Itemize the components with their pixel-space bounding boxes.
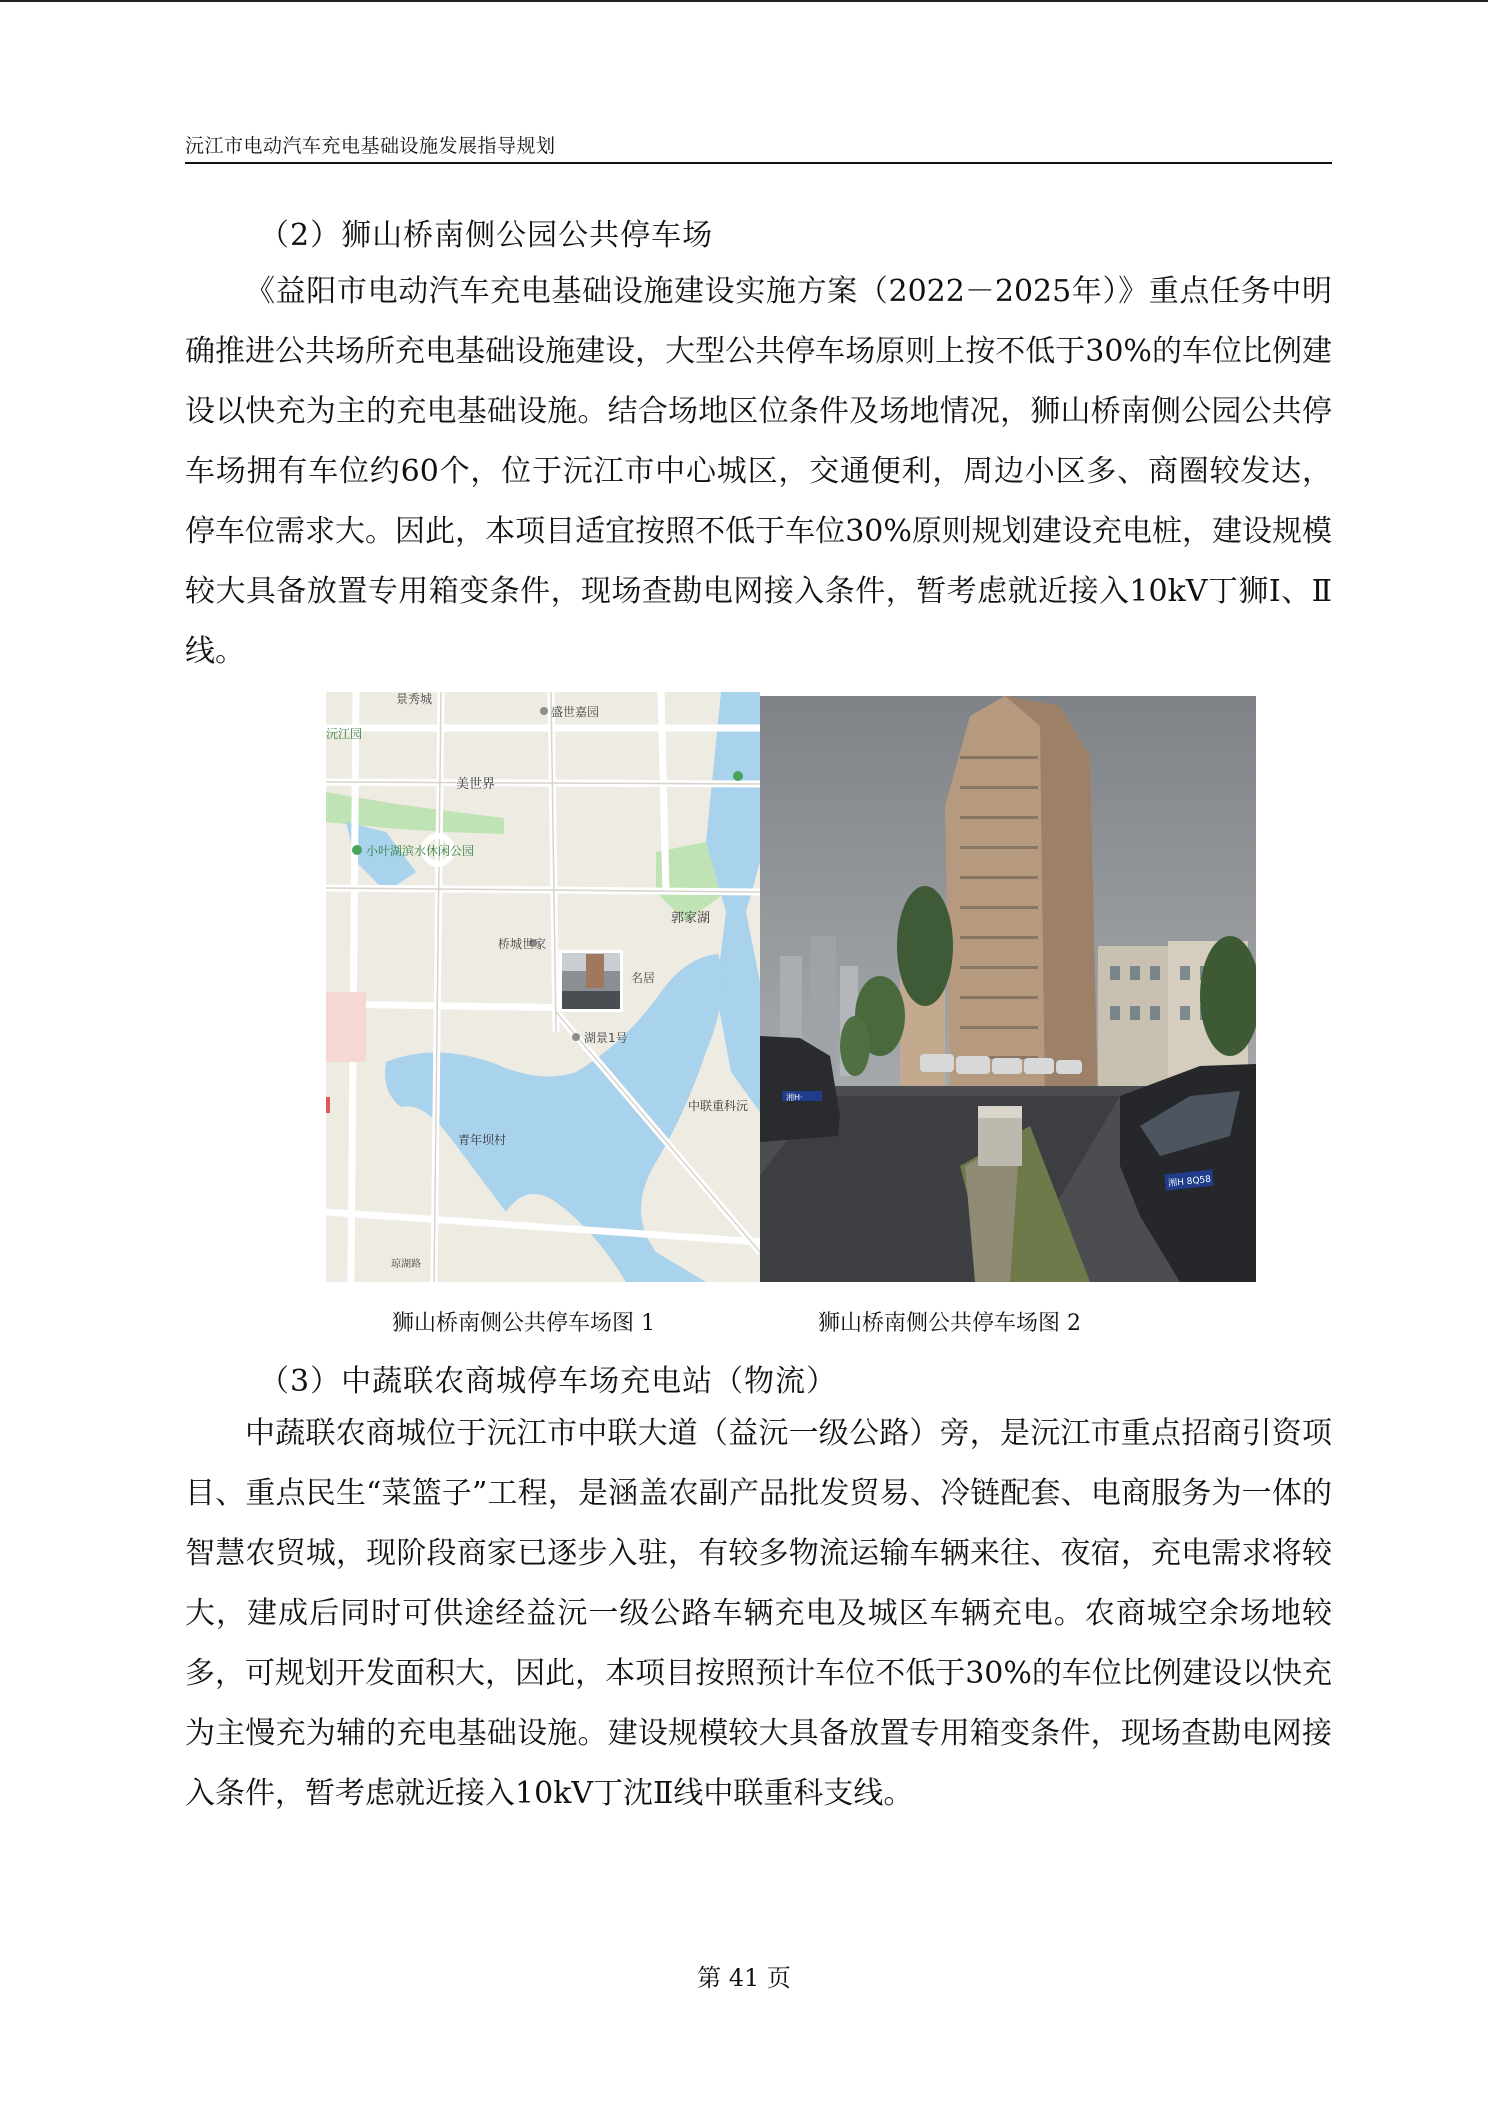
- map-label-12: 沅江园: [326, 727, 363, 741]
- section-heading-3: （3）中蔬联农商城停车场充电站（物流）: [259, 1364, 838, 1399]
- figure-pair: [326, 692, 1256, 1282]
- location-map-image: [326, 692, 760, 1282]
- map-label-8: 湖景1号: [584, 1031, 628, 1045]
- map-label-3: 美世界: [456, 777, 496, 792]
- map-label-11: 琼湖路: [391, 1259, 421, 1270]
- figure-caption-2: 狮山桥南侧公共停车场图 2: [818, 1311, 1081, 1336]
- map-label-10: 青年坝村: [458, 1133, 507, 1147]
- map-label-4: 小叶湖滨水休闲公园: [366, 844, 475, 858]
- running-header: [185, 128, 1332, 164]
- map-svg: [326, 692, 760, 1282]
- figure-caption-1: 狮山桥南侧公共停车场图 1: [392, 1311, 655, 1336]
- map-label-5: 郭家湖: [671, 911, 711, 926]
- page-number: 第 41 页: [697, 1964, 791, 1992]
- section-paragraph-3: 中蔬联农商城位于沅江市中联大道（益沅一级公路）旁，是沅江市重点招商引资项目、重点民生“菜篮子”工程，是涵盖农副产品批发贸易、冷链配套、电商服务为一体的智慧农贸城，现阶段商家已逐步入驻，有较多物流运输车辆来往、夜宿，充电需求将较大，建成后同时可供途经益沅一级公路车辆充电及城区车辆充电。农商城空余场地较多，可规划开发面积大，因此，本项目按照预计车位不低于30%的车位比例建设以快充为主慢充为辅的充电基础设施。建设规模较大具备放置专用箱变条件，现场查勘电网接入条件，暂考虑就近接入10kV丁沈Ⅱ线中联重科支线。: [185, 1416, 1332, 1811]
- map-label-9: 中联重科沅: [688, 1099, 749, 1113]
- map-label-2: 盛世嘉园: [551, 705, 600, 719]
- header-rule: [185, 162, 1332, 164]
- plate-2-text: 湘H 8Q58: [1167, 1174, 1212, 1190]
- photo-svg: [760, 696, 1256, 1282]
- header-title: 沅江市电动汽车充电基础设施发展指导规划: [185, 135, 556, 157]
- section-heading-2: （2）狮山桥南侧公园公共停车场: [259, 218, 714, 253]
- map-label-1: 景秀城: [396, 692, 433, 706]
- section-paragraph-2: 《益阳市电动汽车充电基础设施建设实施方案（2022－2025年）》重点任务中明确推进公共场所充电基础设施建设，大型公共停车场原则上按不低于30%的车位比例建设以快充为主的充电基础设施。结合场地区位条件及场地情况，狮山桥南侧公园公共停车场拥有车位约60个，位于沅江市中心城区，交通便利，周边小区多、商圈较发达，停车位需求大。因此，本项目适宜按照不低于车位30%原则规划建设充电桩，建设规模较大具备放置专用箱变条件，现场查勘电网接入条件，暂考虑就近接入10kV丁狮Ⅰ、Ⅱ线。: [185, 274, 1332, 669]
- plate-1-text: 湘H·: [786, 1093, 803, 1102]
- map-label-7: 名居: [631, 971, 656, 985]
- page-top-border: [0, 0, 1488, 2]
- parking-lot-photo: [760, 696, 1256, 1282]
- map-label-6: 桥城世家: [498, 937, 547, 951]
